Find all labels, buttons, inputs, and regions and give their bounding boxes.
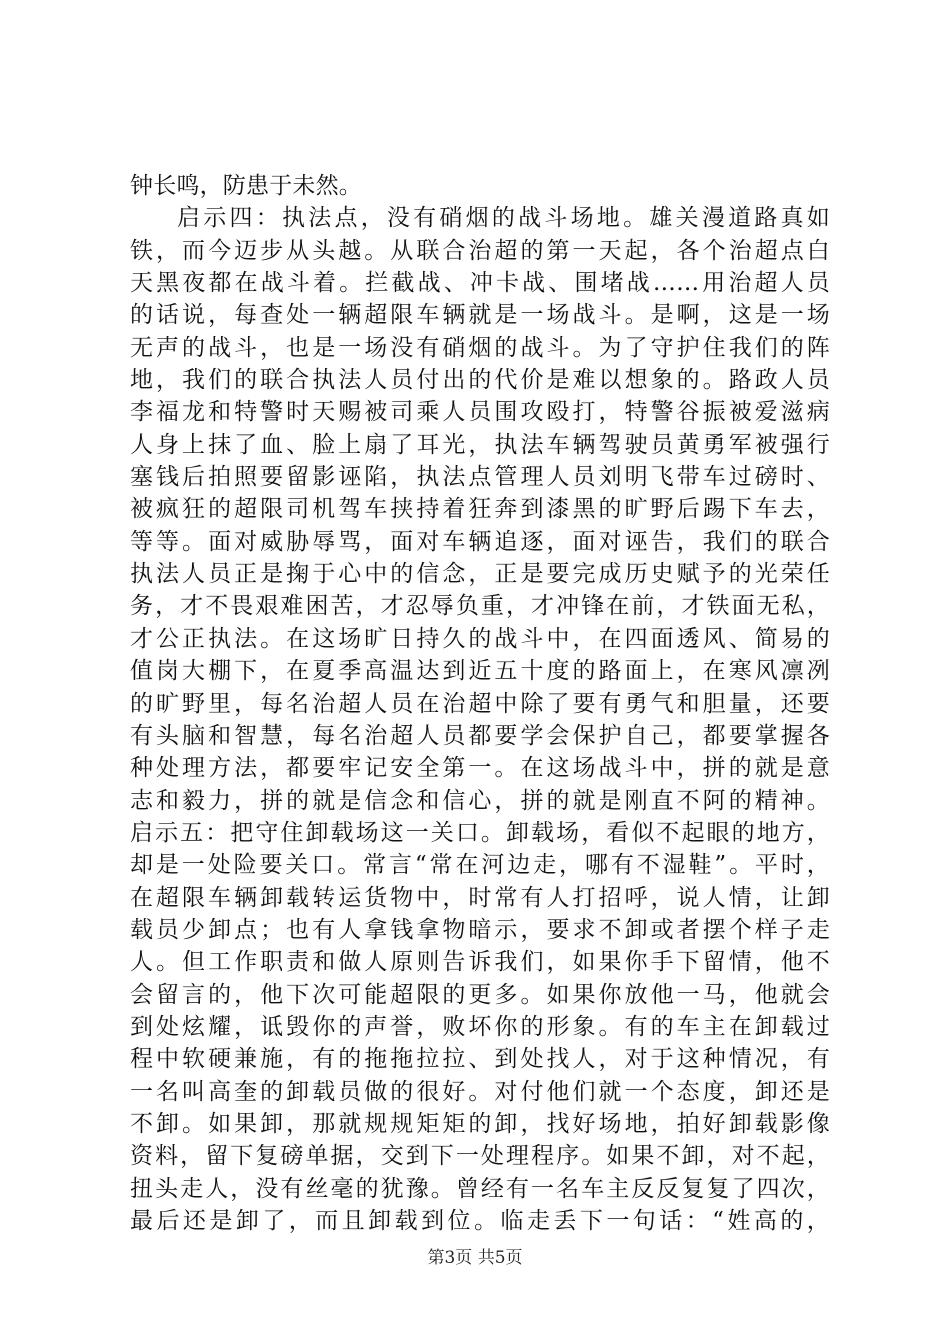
text-line: 执法人员正是掬于心中的信念，正是要完成历史赋予的光荣任 (130, 561, 830, 588)
text-line: 有头脑和智慧，每名治超人员都要学会保护自己，都要掌握各 (130, 722, 830, 749)
text-line: 程中软硬兼施，有的拖拖拉拉、到处找人，对于这种情况，有 (130, 1046, 830, 1073)
text-line: 天黑夜都在战斗着。拦截战、冲卡战、围堵战……用治超人员 (130, 270, 830, 297)
document-body (130, 170, 830, 1237)
text-line: 扭头走人，没有丝毫的犹豫。曾经有一名车主反反复复了四次， (130, 1175, 830, 1202)
text-line: 不卸。如果卸，那就规规矩矩的卸，找好场地，拍好卸载影像 (130, 1110, 830, 1137)
text-line: 在超限车辆卸载转运货物中，时常有人打招呼，说人情，让卸 (130, 884, 830, 911)
text-line: 启示五：把守住卸载场这一关口。卸载场，看似不起眼的地方， (130, 819, 830, 846)
text-line: 钟长鸣，防患于未然。 (130, 173, 362, 199)
text-line: 等等。面对威胁辱骂，面对车辆追逐，面对诬告，我们的联合 (130, 528, 830, 555)
text-line: 被疯狂的超限司机驾车挟持着狂奔到漆黑的旷野后踢下车去， (130, 496, 830, 523)
text-line: 一名叫高奎的卸载员做的很好。对付他们就一个态度，卸还是 (130, 1078, 830, 1105)
page-number-footer: 第3页 共5页 (427, 1248, 523, 1268)
text-line: 无声的战斗，也是一场没有硝烟的战斗。为了守护住我们的阵 (130, 334, 830, 361)
text-line: 载员少卸点；也有人拿钱拿物暗示，要求不卸或者摆个样子走 (130, 916, 830, 943)
text-line: 资料，留下复磅单据，交到下一处理程序。如果不卸，对不起， (130, 1143, 830, 1170)
text-line: 会留言的，他下次可能超限的更多。如果你放他一马，他就会 (130, 981, 830, 1008)
text-line: 的话说，每查处一辆超限车辆就是一场战斗。是啊，这是一场 (130, 302, 830, 329)
text-line: 塞钱后拍照要留影诬陷，执法点管理人员刘明飞带车过磅时、 (130, 464, 830, 491)
text-line: 务，才不畏艰难困苦，才忍辱负重，才冲锋在前，才铁面无私， (130, 593, 830, 620)
text-line: 启示四：执法点，没有硝烟的战斗场地。雄关漫道路真如 (177, 205, 830, 232)
text-line: 值岗大棚下，在夏季高温达到近五十度的路面上，在寒风凛冽 (130, 658, 830, 685)
text-line: 种处理方法，都要牢记安全第一。在这场战斗中，拼的就是意 (130, 755, 830, 782)
text-line: 的旷野里，每名治超人员在治超中除了要有勇气和胆量，还要 (130, 690, 830, 717)
text-line: 李福龙和特警时天赐被司乘人员围攻殴打，特警谷振被爱滋病 (130, 399, 830, 426)
text-line: 却是一处险要关口。常言“常在河边走，哪有不湿鞋”。平时， (130, 852, 830, 879)
text-line: 铁，而今迈步从头越。从联合治超的第一天起，各个治超点白 (130, 237, 830, 264)
text-line: 人身上抹了血、脸上扇了耳光，执法车辆驾驶员黄勇军被强行 (130, 431, 830, 458)
text-line: 到处炫耀，诋毁你的声誉，败坏你的形象。有的车主在卸载过 (130, 1013, 830, 1040)
text-line: 才公正执法。在这场旷日持久的战斗中，在四面透风、简易的 (130, 625, 830, 652)
text-line: 地，我们的联合执法人员付出的代价是难以想象的。路政人员 (130, 367, 830, 394)
text-line: 人。但工作职责和做人原则告诉我们，如果你手下留情，他不 (130, 949, 830, 976)
text-line: 最后还是卸了，而且卸载到位。临走丢下一句话：“姓高的， (130, 1208, 830, 1234)
text-line: 志和毅力，拼的就是信念和信心，拼的就是刚直不阿的精神。 (130, 787, 830, 814)
